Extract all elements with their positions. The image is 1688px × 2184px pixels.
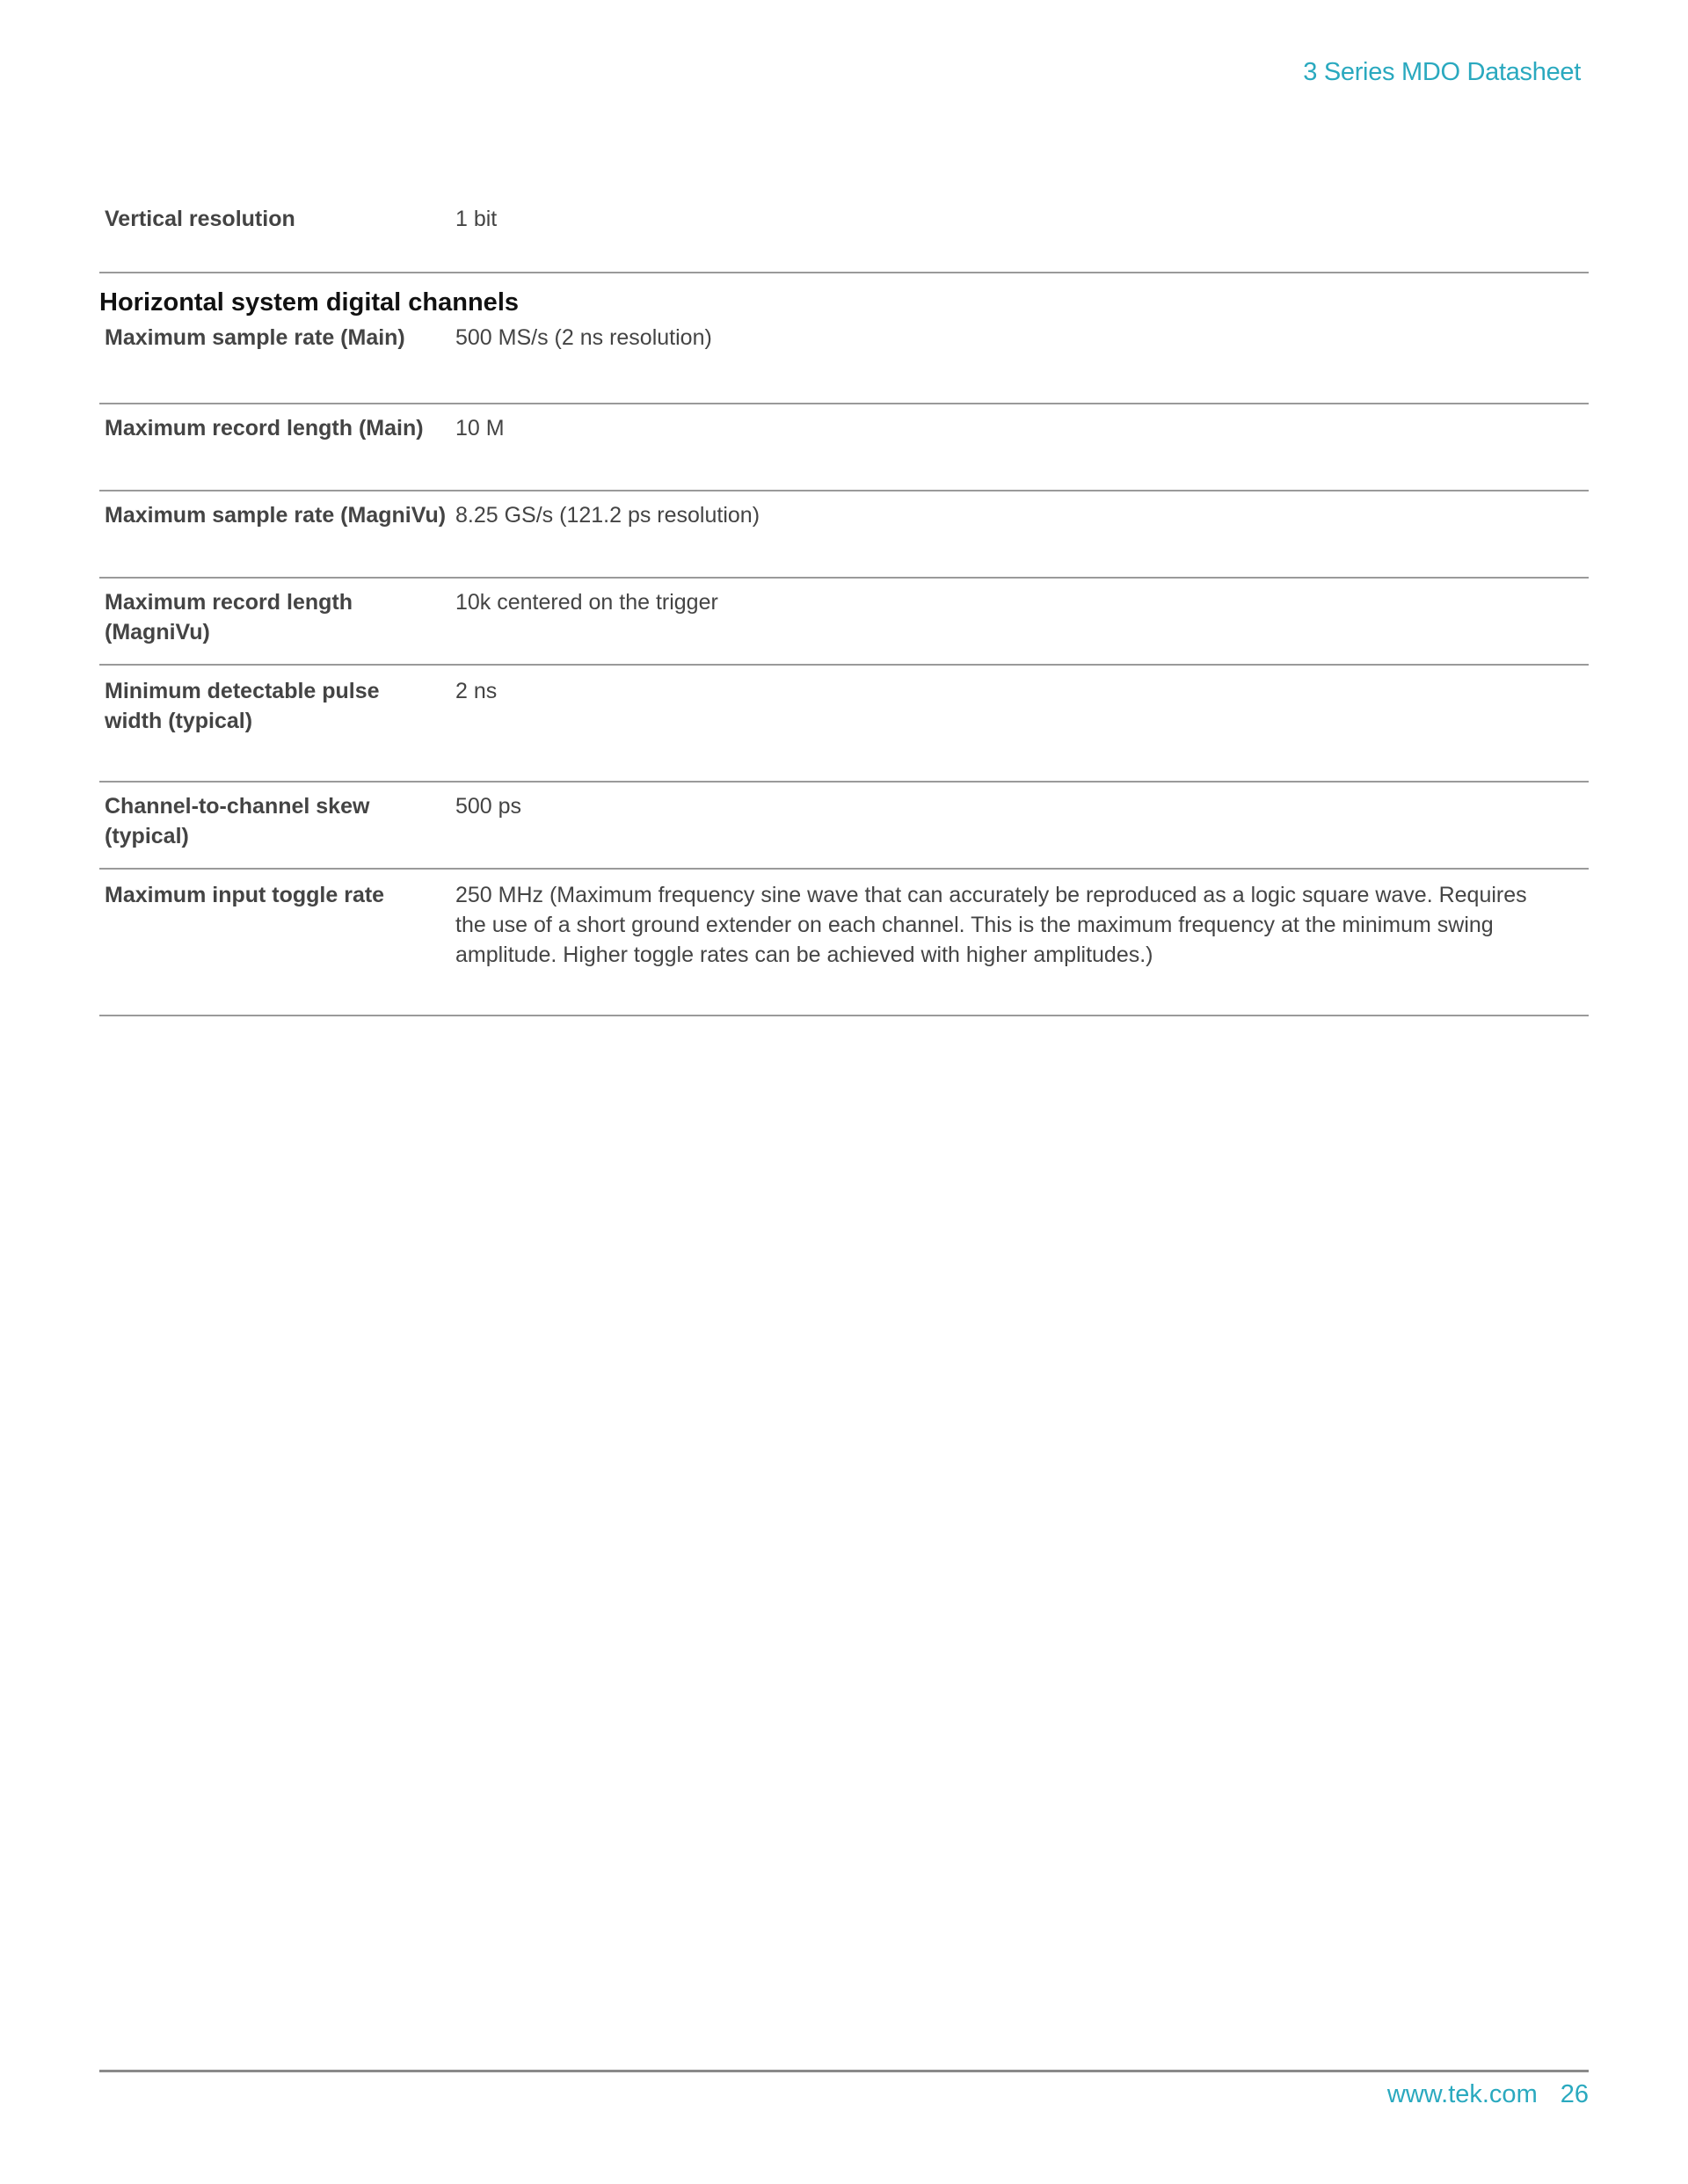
spec-value: 10 M xyxy=(455,416,505,440)
spec-value: 2 ns xyxy=(455,679,498,703)
spec-value: 1 bit xyxy=(455,207,498,231)
spec-value: 500 ps xyxy=(455,794,522,819)
page-number: 26 xyxy=(1560,2080,1589,2108)
spec-row xyxy=(99,870,1589,1016)
spec-row xyxy=(99,193,1589,273)
spec-row xyxy=(99,666,1589,783)
spec-row xyxy=(99,317,1589,404)
spec-row xyxy=(99,579,1589,666)
page-header-title: 3 Series MDO Datasheet xyxy=(1303,58,1581,86)
spec-label: Maximum sample rate (MagniVu) xyxy=(105,503,447,528)
spec-value: 250 MHz (Maximum frequency sine wave that can accurately be reproduced as a logic square wave. Requires the use of a short ground extender on each channel. This is the maximum frequency at the minimum swing amplitude. Higher toggle rates can be achieved with higher amplitudes.) xyxy=(455,883,1527,967)
spec-row xyxy=(99,783,1589,870)
footer-url-link[interactable]: www.tek.com xyxy=(1386,2080,1538,2108)
spec-label: Maximum sample rate (Main) xyxy=(105,325,405,350)
spec-label: Maximum input toggle rate xyxy=(105,883,385,907)
section-title: Horizontal system digital channels xyxy=(99,288,519,317)
spec-row xyxy=(99,404,1589,491)
footer-divider xyxy=(99,2070,1589,2072)
spec-value: 500 MS/s (2 ns resolution) xyxy=(455,325,712,350)
spec-row xyxy=(99,491,1589,579)
spec-label: Minimum detectable pulse width (typical) xyxy=(105,679,380,733)
spec-label: Maximum record length (Main) xyxy=(105,416,424,440)
footer xyxy=(1387,2080,1589,2109)
spec-table xyxy=(99,193,1589,1016)
spec-value: 8.25 GS/s (121.2 ps resolution) xyxy=(455,503,760,528)
spec-label: Channel-to-channel skew (typical) xyxy=(105,794,370,848)
spec-label: Vertical resolution xyxy=(105,207,295,231)
spec-value: 10k centered on the trigger xyxy=(455,590,718,615)
spec-label: Maximum record length (MagniVu) xyxy=(105,590,353,644)
